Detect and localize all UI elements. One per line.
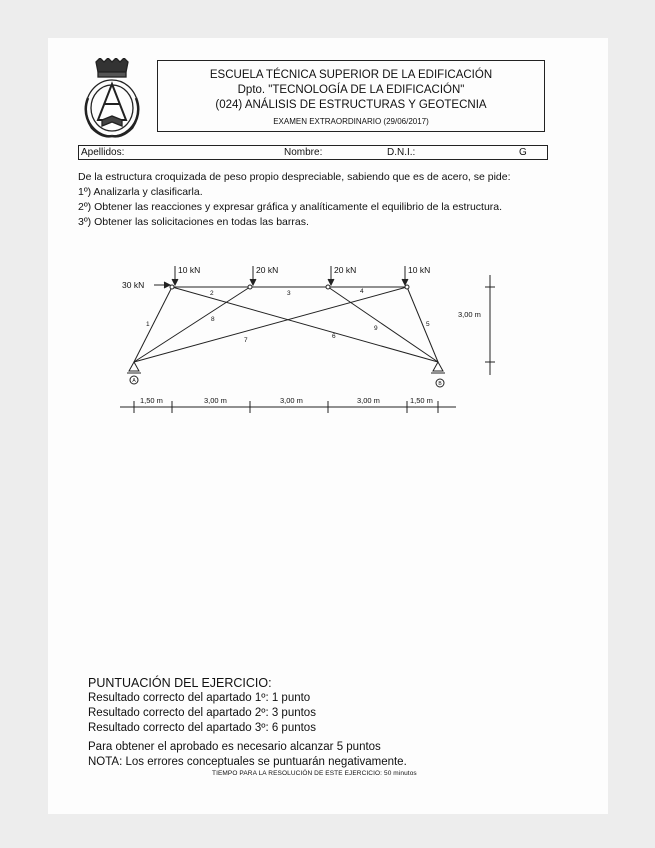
span-dimension: 1,50 m [140, 396, 163, 405]
school-name: ESCUELA TÉCNICA SUPERIOR DE LA EDIFICACIÓN [209, 69, 493, 81]
exam-title: EXAMEN EXTRAORDINARIO (29/06/2017) [273, 117, 429, 126]
scoring-line: Resultado correcto del apartado 1º: 1 punto [88, 692, 311, 704]
bar-number: 6 [332, 333, 336, 340]
scoring-line: Resultado correcto del apartado 2º: 3 puntos [88, 707, 316, 719]
bar-1 [134, 287, 172, 362]
pass-note: Para obtener el aprobado es necesario alcanzar 5 puntos [88, 741, 381, 753]
height-dimension: 3,00 m [458, 310, 481, 319]
student-id-row [78, 145, 548, 160]
statement-item: 2º) Obtener las reacciones y expresar gráfica y analíticamente el equilibrio de la estructura. [78, 201, 503, 213]
bar-number: 9 [374, 325, 378, 332]
statement-item: 3º) Obtener las solicitaciones en todas las barras. [78, 216, 309, 228]
span-dimension: 1,50 m [410, 396, 433, 405]
group-letter: G [519, 147, 527, 158]
surname-label: Apellidos: [81, 147, 125, 158]
bar-5 [407, 287, 438, 362]
bar-number: 4 [360, 288, 364, 295]
name-label: Nombre: [284, 147, 323, 158]
bar-9 [328, 287, 438, 362]
scoring-section [88, 676, 407, 770]
span-dimension: 3,00 m [204, 396, 227, 405]
course-name: (024) ANÁLISIS DE ESTRUCTURAS Y GEOTECNIA [215, 99, 487, 111]
load-label: 20 kN [256, 265, 279, 275]
bar-8 [134, 287, 250, 362]
support-label: B [438, 381, 442, 387]
horizontal-load-label: 30 kN [122, 280, 145, 290]
bar-number: 5 [426, 321, 430, 328]
load-label: 10 kN [408, 265, 431, 275]
truss-diagram [100, 255, 520, 420]
school-crest-icon [78, 58, 146, 140]
span-dimension: 3,00 m [357, 396, 380, 405]
load-label: 10 kN [178, 265, 201, 275]
statement-intro: De la estructura croquizada de peso propio despreciable, sabiendo que es de acero, se pide: [78, 171, 511, 183]
header-box [157, 60, 545, 132]
bar-number: 1 [146, 321, 150, 328]
bar-7 [134, 287, 407, 362]
problem-statement [78, 170, 511, 230]
bar-6 [172, 287, 438, 362]
bar-number: 2 [210, 290, 214, 297]
span-dimension: 3,00 m [280, 396, 303, 405]
time-note: TIEMPO PARA LA RESOLUCIÓN DE ESTE EJERCICIO: 50 minutos [212, 770, 417, 777]
bar-number: 8 [211, 316, 215, 323]
scoring-title: PUNTUACIÓN DEL EJERCICIO: [88, 676, 272, 690]
scoring-line: Resultado correcto del apartado 3º: 6 puntos [88, 722, 316, 734]
statement-item: 1º) Analizarla y clasificarla. [78, 186, 203, 198]
dni-label: D.N.I.: [387, 147, 416, 158]
bar-number: 3 [287, 290, 291, 297]
conceptual-errors-note: NOTA: Los errores conceptuales se puntuarán negativamente. [88, 756, 407, 768]
department-name: Dpto. "TECNOLOGÍA DE LA EDIFICACIÓN" [237, 84, 465, 96]
support-label: A [132, 378, 136, 384]
bar-number: 7 [244, 337, 248, 344]
load-label: 20 kN [334, 265, 357, 275]
